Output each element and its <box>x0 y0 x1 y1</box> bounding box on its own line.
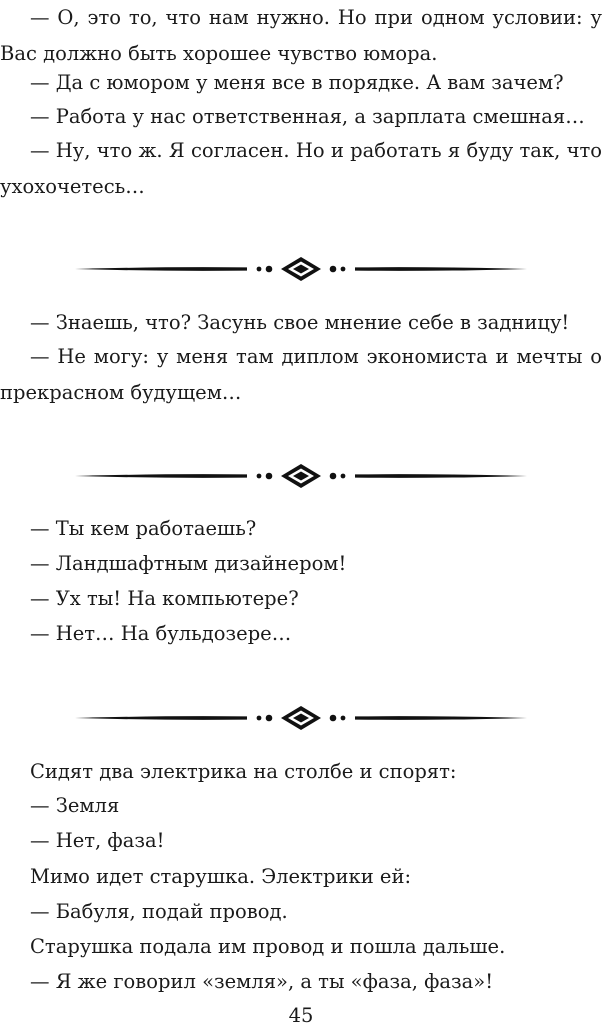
paragraph: Сидят два электрика на столбе и спорят: <box>30 760 457 783</box>
paragraph: — О, это то, что нам нужно. Но при одном условии: у Вас должно быть хорошее чувство юмора. <box>0 6 602 65</box>
paragraph: — Нет… На бульдозере… <box>30 622 292 645</box>
paragraph: — Ты кем работаешь? <box>30 517 257 540</box>
paragraph: — Не могу: у меня там диплом экономиста и мечты о прекрасном будущем… <box>0 345 602 404</box>
ornament-divider-icon <box>75 254 527 284</box>
ornament-divider-icon <box>75 703 527 733</box>
paragraph: — Да с юмором у меня все в порядке. А вам зачем? <box>30 71 564 94</box>
ornament-divider-icon <box>75 461 527 491</box>
paragraph: Старушка подала им провод и пошла дальше. <box>30 935 506 958</box>
paragraph: — Нет, фаза! <box>30 829 165 852</box>
paragraph: — Ландшафтным дизайнером! <box>30 552 347 575</box>
paragraph: — Земля <box>30 794 120 817</box>
paragraph: — Я же говорил «земля», а ты «фаза, фаза»! <box>30 970 494 993</box>
page-number: 45 <box>288 1004 314 1027</box>
paragraph: — Знаешь, что? Засунь свое мнение себе в задницу! <box>30 311 570 334</box>
paragraph: — Ну, что ж. Я согласен. Но и работать я буду так, что ухохочетесь… <box>0 139 602 198</box>
paragraph: — Ух ты! На компьютере? <box>30 587 299 610</box>
paragraph: — Бабуля, подай провод. <box>30 900 288 923</box>
paragraph: Мимо идет старушка. Электрики ей: <box>30 865 412 888</box>
paragraph: — Работа у нас ответственная, а зарплата смешная… <box>30 105 585 128</box>
